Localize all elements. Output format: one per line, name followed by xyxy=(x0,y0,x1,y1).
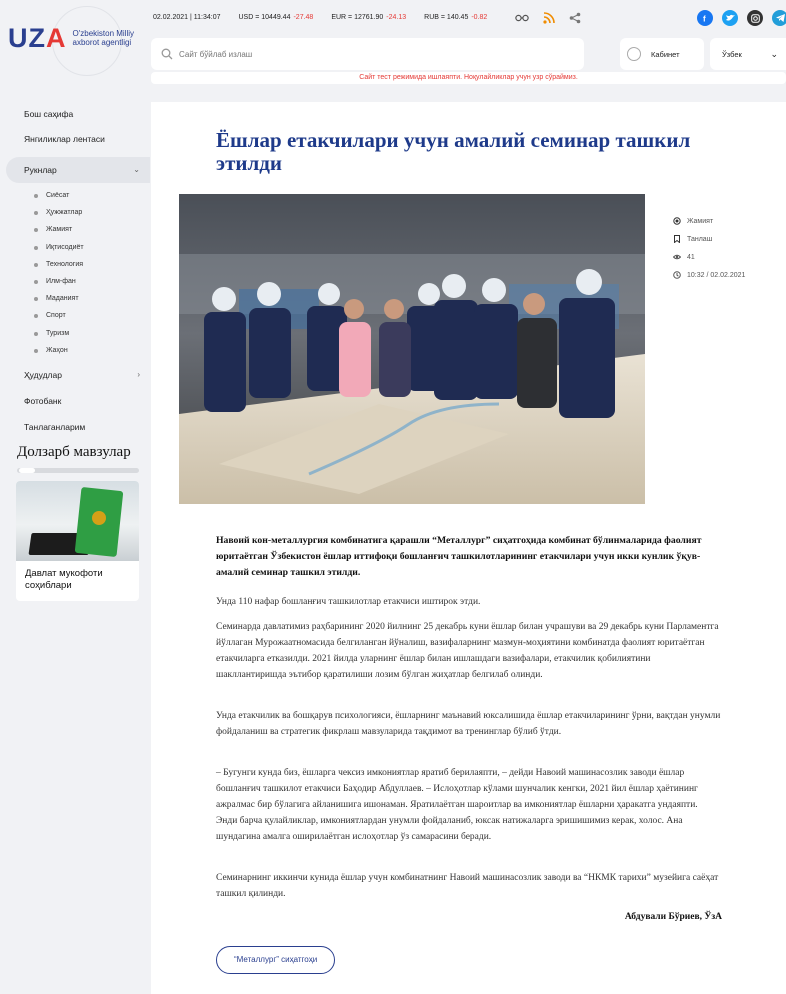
rubric-item[interactable]: Туризм xyxy=(0,325,150,342)
rubric-item[interactable]: Технология xyxy=(0,256,150,273)
clock-icon xyxy=(673,271,681,279)
article-photo[interactable] xyxy=(179,194,645,504)
category-icon xyxy=(673,217,681,225)
article-paragraph: Семинарда давлатимиз раҳбарининг 2020 йилнинг 25 декабрь куни ёшлар билан учрашуви ва 29 декабрь куни Парламентга йўллаган Мурожаатномасида белгиланган йўналиш, вазифаларнинг мазмун-моҳиятини комбинатда фаолият юритаётган етакчиларга етказилди. 2021 йилда уларнинг ёшлар билан ишлашдаги вазифалари, етакчилик қобилиятини шакллантиришда эътибор қаратилиши лозим бўлган жиҳатлар белгилаб олинди. xyxy=(216,622,719,680)
meta-category[interactable] xyxy=(673,212,745,230)
user-avatar-icon xyxy=(627,47,641,61)
hot-topic-caption: Давлат мукофоти соҳиблари xyxy=(25,568,103,591)
sidebar-nav xyxy=(0,104,150,442)
svg-text:f: f xyxy=(703,14,706,22)
rss-icon[interactable] xyxy=(542,12,556,24)
award-medal xyxy=(92,511,106,525)
seminar-group-photo xyxy=(179,194,645,504)
article-lead: Навоий кон-металлургия комбинатига қарашли “Металлург” сиҳатгоҳида комбинат бўлинмаларида фаолият юритаётган Ўзбекистон ёшлар иттифоқи бошланғич ташкилотларининг етакчилари учун икки кунлик ўқув-амалий семинар ташкил этилди. xyxy=(216,535,702,578)
nav-home[interactable]: Бош саҳифа xyxy=(24,109,74,119)
hot-topics-scrollbar[interactable] xyxy=(17,468,139,473)
article-paragraph: Семинарнинг иккинчи кунида ёшлар учун комбинатнинг Навоий машинасозлик заводи ва “НКМК тарихи” музейига саёҳат ташкил қилинди. xyxy=(216,873,719,899)
date-time: 02.02.2021 | 11:34:07 xyxy=(153,14,221,21)
nav-favorites[interactable]: Танлаганларим xyxy=(24,421,86,432)
rate-rub: RUB = 140.45 -0.82 xyxy=(424,14,488,21)
meta-favorite[interactable] xyxy=(673,230,745,248)
cabinet-button[interactable] xyxy=(620,38,704,70)
article-tag[interactable]: “Металлург” сиҳатгоҳи xyxy=(216,946,335,974)
nav-photobank[interactable]: Фотобанк xyxy=(24,395,62,406)
meta-datetime-label: 10:32 / 02.02.2021 xyxy=(687,271,746,279)
meta-views-count: 41 xyxy=(687,253,695,261)
article-container xyxy=(151,102,786,994)
meta-favorite-label: Танлаш xyxy=(687,235,713,243)
test-mode-notice: Сайт тест режимида ишлаяпти. Ноқулайликлар учун узр сўраймиз. xyxy=(151,72,786,84)
twitter-icon[interactable] xyxy=(722,10,738,26)
rubric-item[interactable]: Жаҳон xyxy=(0,342,150,359)
rubric-item[interactable]: Сиёсат xyxy=(0,187,150,204)
ticker-bar xyxy=(153,14,487,21)
rubric-item[interactable]: Маданият xyxy=(0,290,150,307)
facebook-icon[interactable] xyxy=(697,10,713,26)
nav-regions[interactable] xyxy=(0,365,150,390)
eye-icon xyxy=(673,253,681,261)
chevron-right-icon: › xyxy=(137,369,140,379)
nav-rubrics-label: Рукнлар xyxy=(24,165,57,175)
rubric-item[interactable]: Илм-фан xyxy=(0,273,150,290)
language-value: Ўзбек xyxy=(722,49,742,59)
rubric-list xyxy=(0,183,150,365)
hot-topics-title: Долзарб мавзулар xyxy=(17,444,131,460)
search-input[interactable] xyxy=(179,50,559,59)
meta-views xyxy=(673,248,745,266)
search-icon[interactable] xyxy=(161,48,173,60)
logo-mark: UZA xyxy=(8,22,67,53)
rubric-item[interactable]: Жамият xyxy=(0,221,150,238)
meta-category-label: Жамият xyxy=(687,217,714,225)
rate-eur: EUR = 12761.90 -24.13 xyxy=(331,14,407,21)
nav-news-feed[interactable]: Янгиликлар лентаси xyxy=(24,134,105,144)
hot-topic-card[interactable] xyxy=(16,481,139,601)
search-bar[interactable] xyxy=(151,38,584,70)
rubric-item[interactable]: Иқтисодиёт xyxy=(0,239,150,256)
award-booklet-image xyxy=(16,481,139,561)
chevron-down-icon: ⌄ xyxy=(770,48,778,59)
chevron-down-icon: ⌄ xyxy=(133,165,140,174)
article-paragraph: – Бугунги кунда биз, ёшларга чексиз имкониятлар яратиб берилаяпти, – дейди Навоий машинасозлик заводи ёшлар бошланғич ташкилот етакчиси Баҳодир Абдуллаев. – Ислоҳотлар кўлами шунчалик кенгки, 2021 йил ёшлар ҳаётининг ажралмас бир бўлагига айланишига ишонаман. Яратилаётган шароитлар ва имкониятлар ёшларни ҳаракатга ундаяпти. Энди барча қулайликлар, имкониятлардан унумли фойдаланиб, юксак натижаларга эришишимиз керак, холос. Ана шундагина амалга оширилаётган ислоҳотлар ўз самарасини беради. xyxy=(216,768,698,842)
language-select[interactable] xyxy=(710,38,786,70)
rubric-item[interactable]: Ҳужжатлар xyxy=(0,204,150,221)
telegram-icon[interactable] xyxy=(772,10,786,26)
site-logo[interactable] xyxy=(8,18,148,58)
logo-subtitle: O'zbekiston Milliy axborot agentligi xyxy=(72,29,135,47)
share-icon[interactable] xyxy=(568,12,582,24)
scrollbar-thumb[interactable] xyxy=(19,468,35,473)
cabinet-label: Кабинет xyxy=(651,49,680,59)
nav-regions-label: Ҳудудлар xyxy=(24,369,62,380)
rubric-item[interactable]: Спорт xyxy=(0,307,150,324)
article-author: Абдували Бўриев, ЎзА xyxy=(624,912,722,922)
article-title: Ёшлар етакчилари учун амалий семинар ташкил этилди xyxy=(216,128,691,175)
instagram-icon[interactable] xyxy=(747,10,763,26)
article-meta xyxy=(673,212,745,284)
article-paragraph: Унда 110 нафар бошланғич ташкилотлар етакчиси иштирок этди. xyxy=(216,597,481,607)
rate-usd: USD = 10449.44 -27.48 xyxy=(238,14,314,21)
accessibility-glasses-icon[interactable] xyxy=(515,12,529,24)
bookmark-icon xyxy=(673,235,681,243)
nav-rubrics[interactable] xyxy=(6,157,150,183)
meta-datetime xyxy=(673,266,745,284)
article-paragraph: Унда етакчилик ва бошқарув психологияси, ёшларнинг маънавий юксалишида ёшлар етакчиларининг ўрни, вақтдан унумли фойдаланиш ва стратегик фикрлаш мавзуларида тақдимот ва тренинглар бўлиб ўтди. xyxy=(216,711,721,737)
